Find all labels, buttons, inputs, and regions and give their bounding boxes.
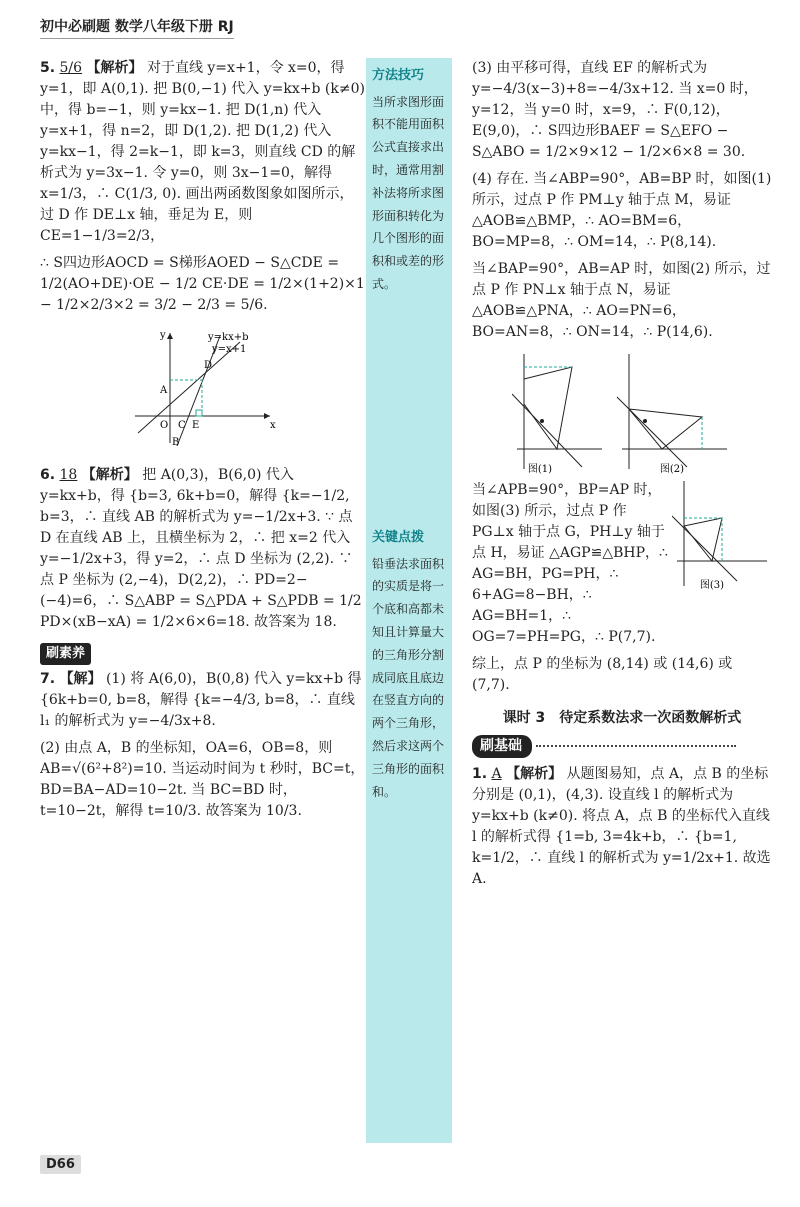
figure-2-caption: 图(2) [659,464,685,474]
solution-part-1: (1) 将 A(6,0)，B(0,8) 代入 y=kx+b 得 {6k+b=0, b=8，解得 {k=−4/3, b=8，∴ 直线 l₁ 的解析式为 y=−4/3x+8. [40,670,362,729]
answer: A [491,766,502,782]
point-c: C [178,420,186,431]
solution-text: 把 A(0,3)，B(6,0) 代入 y=kx+b，得 {b=3, 6k+b=0，解得 {k=−1/2, b=3，∴ 直线 AB 的解析式为 y=−1/2x+3. ∵ 点 D 在直线 AB 上，且横坐标为 2，∴ 把 x=2 代入 y=−1/2x+3，得 y=2，∴ 点 D 坐标为 (2,2). ∵ 点 P 坐标为 (2,−4)，D(2,2)，∴ PD=2−(−4)=6，∴ S△ABP = S△PDA + S△PDB = 1/2 PD×(xB−xA) = 1/2×6×6=18. 故答案为 18. [40,467,362,630]
answer: 18 [59,467,78,483]
question-number: 5. [40,60,56,76]
point-a: A [160,385,168,396]
solution-part-2: (2) 由点 A，B 的坐标知，OA=6，OB=8，则 AB=√(6²+8²)=10. 当运动时间为 t 秒时，BC=t，BD=BA−AD=10−2t. 当 BC=BD 时，t=10−2t，解得 t=10/3. 故答案为 10/3. [40,739,365,819]
solution-area: ∴ S四边形AOCD = S梯形AOED − S△CDE = 1/2(AO+DE)·OE − 1/2 CE·DE = 1/2×(1+2)×1 − 1/2×2/3×2 = 3/2 − 2/3 = 5/6. [40,255,365,313]
question-1 [472,764,772,890]
question-number: 1. [472,766,488,782]
figures-row [512,349,772,474]
basic-section-header [472,735,772,758]
solution-part-3: (3) 由平移可得，直线 EF 的解析式为 y=−4/3(x−3)+8=−4/3x+12. 当 x=0 时，y=12，当 y=0 时，x=9，∴ F(0,12)，E(9,0)，∴ S四边形BAEF = S△EFO − S△ABO = 1/2×9×12 − 1/2×6×8 = 30. [472,60,758,160]
y-axis-label: y [160,330,166,341]
solution-text: 从题图易知，点 A，点 B 的坐标分别是 (0,1)，(4,3). 设直线 l 的解析式为 y=kx+b (k≠0). 将点 A，点 B 的坐标代入直线 l 的解析式得 {1=b, 3=4k+b，∴ {b=1, k=1/2，∴ 直线 l 的解析式为 y=1/2x+1. 故选 A. [472,766,771,887]
solution-part-4: (4) 存在. 当∠ABP=90°，AB=BP 时，如图(1) 所示，过点 P 作 PM⊥y 轴于点 M，易证 △AOB≌△BMP，∴ AO=BM=6，BO=MP=8，∴ OM=14，∴ P(8,14). [472,171,772,250]
analysis-tag: 【解析】 [81,467,138,483]
left-column [40,58,365,828]
section-badge: 刷素养 [40,643,91,665]
question-7 [40,669,365,732]
x-axis-label: x [270,420,276,431]
lesson-title: 课时 3 待定系数法求一次函数解析式 [502,710,742,726]
page-header: 初中必刷题 数学八年级下册 RJ [40,16,234,39]
line-label-1: y=kx+b [208,332,249,343]
key-points [366,520,452,807]
basic-badge: 刷基础 [472,735,532,758]
figure-2 [617,349,732,474]
analysis-tag: 【解析】 [86,60,143,76]
question-number: 7. [40,670,56,687]
solution-part-5: 当∠BAP=90°，AB=AP 时，如图(2) 所示，过点 P 作 PN⊥x 轴于点 N，易证 △AOB≌△PNA，∴ AO=PN=6，BO=AN=8，∴ ON=14，∴ P(14,6). [472,261,771,340]
question-6 [40,465,365,633]
solution-tag: 【解】 [59,670,102,687]
function-graph [130,328,280,448]
question-5 [40,58,365,247]
figure-3-wrap [472,480,772,648]
point-b: B [172,437,180,448]
method-tips-text: 当所求图形面积不能用面积公式直接求出时，通常用割补法将所求图形面积转化为几个图形的面积和或差的形式。 [372,94,445,292]
solution-conclusion: 综上，点 P 的坐标为 (8,14) 或 (14,6) 或 (7,7). [472,656,733,693]
method-tips-title: 方法技巧 [372,68,425,83]
question-number: 6. [40,467,56,483]
solution-part-6: 当∠APB=90°，BP=AP 时，如图(3) 所示，过点 P 作 PG⊥x 轴于点 G，PH⊥y 轴于点 H，易证 △AGP≌△BHP，∴ AG=BH，PG=PH，∴ 6+AG=8−BH，∴ AG=BH=1，∴ OG=7=PH=PG，∴ P(7,7). [472,482,668,645]
page-number: D66 [40,1155,81,1174]
figure-1 [512,349,607,474]
key-points-text: 铅垂法求面积的实质是将一个底和高都未知且计算量大的三角形分割成同底且底边在竖直方向的两个三角形，然后求这两个三角形的面积和。 [372,556,445,799]
method-tips [366,58,452,300]
right-column [472,58,772,896]
point-d: D [204,360,213,371]
figure-1-caption: 图(1) [527,464,553,474]
dotted-divider [536,745,736,747]
tips-sidebar [366,58,452,1143]
point-e: E [192,420,200,431]
figure-3 [672,476,772,591]
analysis-tag: 【解析】 [506,766,563,782]
point-o: O [160,420,169,431]
answer: 5/6 [59,60,83,76]
figure-3-caption: 图(3) [699,580,725,591]
line-label-2: y=x+1 [212,344,247,355]
solution-text: 对于直线 y=x+1，令 x=0，得 y=1，即 A(0,1). 把 B(0,−1) 代入 y=kx+b (k≠0) 中，得 b=−1，则 y=kx−1. 把 D(1,n) 代入 y=x+1，得 n=2，即 D(1,2). 把 D(1,2) 代入 y=kx−1，得 2=k−1，即 k=3，则直线 CD 的解析式为 y=3x−1. 令 y=0，则 3x−1=0，解得 x=1/3，∴ C(1/3, 0). 画出两函数图象如图所示，过 D 作 DE⊥x 轴，垂足为 E，则 CE=1−1/3=2/3， [40,60,365,244]
key-points-title: 关键点拨 [372,529,425,545]
